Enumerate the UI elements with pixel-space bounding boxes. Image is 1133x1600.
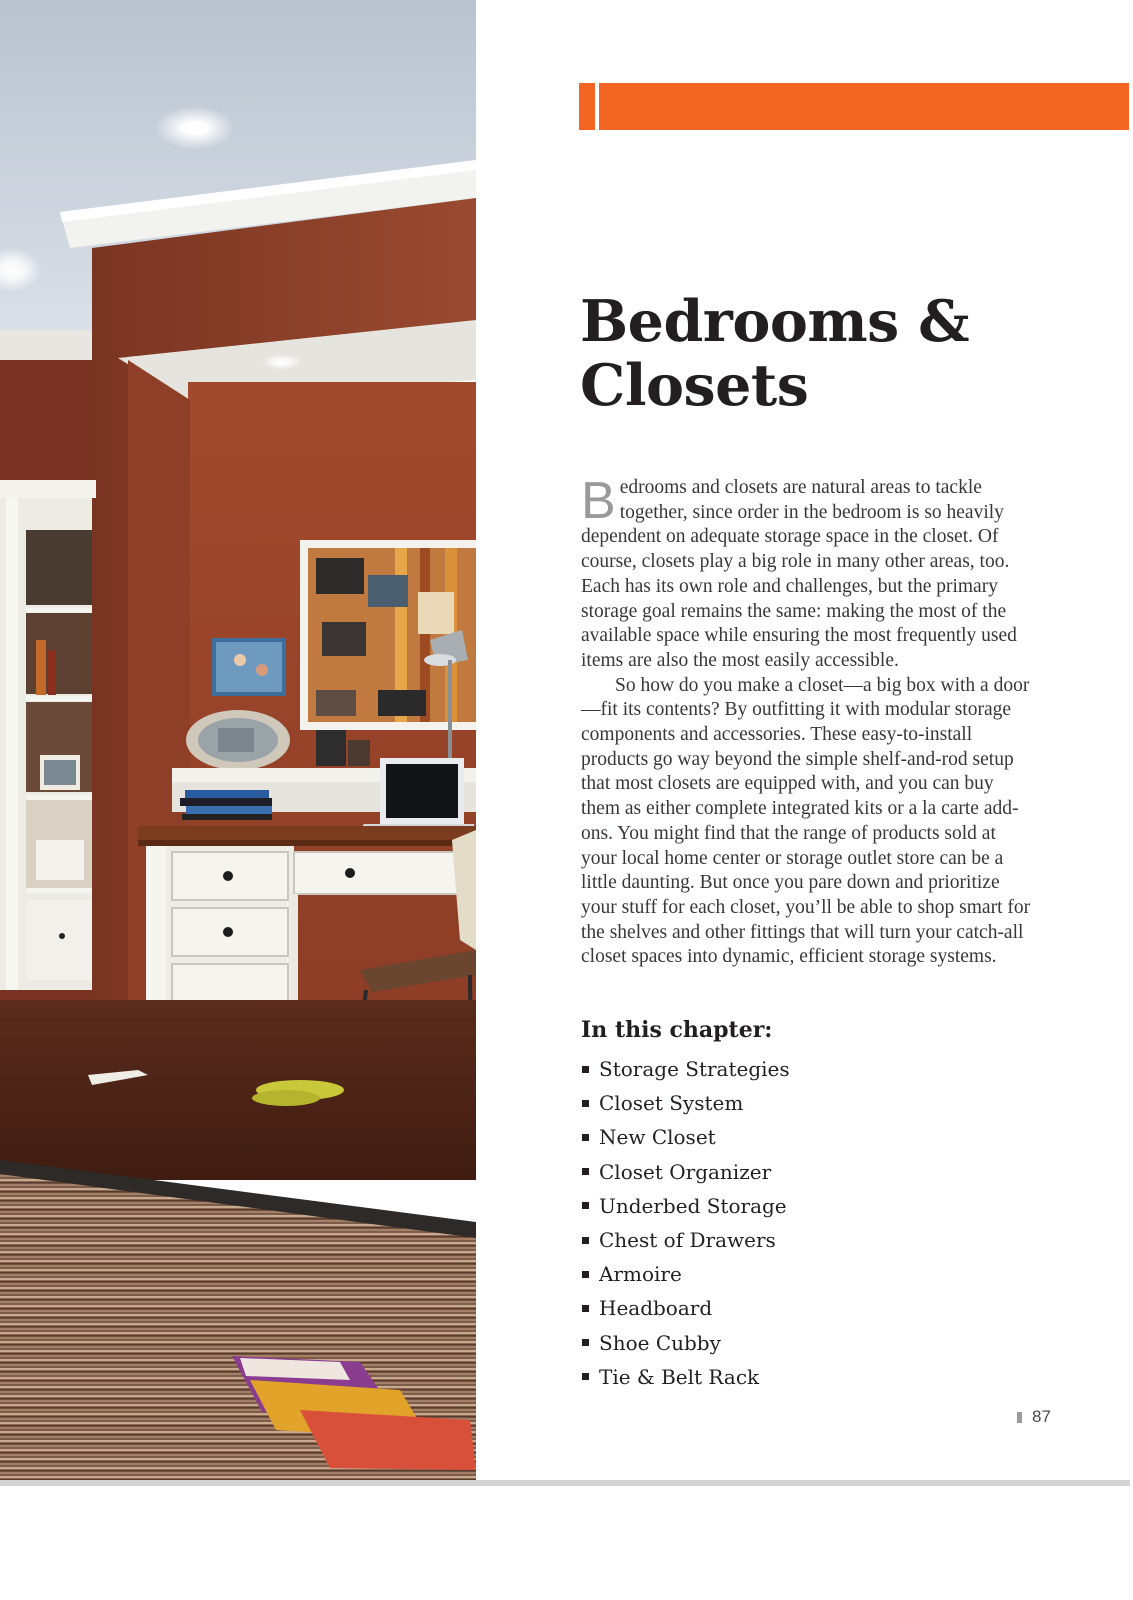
chapter-item-label: Underbed Storage — [599, 1193, 787, 1218]
chapter-list-item — [582, 1291, 790, 1325]
bullet-icon — [582, 1339, 589, 1346]
chapter-list — [582, 1052, 790, 1394]
chapter-list-item — [582, 1189, 790, 1223]
chapter-item-label: Headboard — [599, 1296, 713, 1321]
chapter-item-label: Shoe Cubby — [599, 1330, 721, 1355]
dropcap: B — [581, 472, 616, 530]
intro-paragraph-2: So how do you make a closet—a big box with a door—fit its contents? By outfitting it with modular storage components and accessories. These easy-to-install products go way beyond the simple shelf-and-rod setup that most closets are equipped with, and you can buy them as either complete integrated kits or a la carte add-ons. You might find that the range of products sold at your local home center or storage outlet store can be a little daunting. But once you pare down and prioritize your stuff for each closet, you’ll be able to shop smart for the shelves and other fittings that will turn your catch-all closet spaces into dynamic, efficient storage systems. — [581, 674, 1031, 968]
chapter-item-label: Closet System — [599, 1091, 744, 1116]
chapter-list-item — [582, 1257, 790, 1291]
accent-bar — [579, 83, 1129, 130]
page-title: Bedrooms & Closets — [580, 288, 970, 419]
page-marker — [1017, 1412, 1022, 1423]
accent-bar-stub — [579, 83, 595, 130]
chapter-list-item — [582, 1120, 790, 1154]
chapter-list-item — [582, 1360, 790, 1394]
chapter-list-item — [582, 1052, 790, 1086]
bedroom-desk-photo — [0, 0, 476, 1480]
bullet-icon — [582, 1100, 589, 1107]
bottom-rule — [0, 1480, 1130, 1486]
chapter-item-label: Chest of Drawers — [599, 1228, 776, 1253]
chapter-item-label: Storage Strategies — [599, 1057, 790, 1082]
chapter-item-label: Closet Organizer — [599, 1159, 772, 1184]
bullet-icon — [582, 1305, 589, 1312]
accent-bar-main — [599, 83, 1129, 130]
chapter-heading: In this chapter: — [581, 1017, 773, 1043]
bullet-icon — [582, 1168, 589, 1175]
bullet-icon — [582, 1066, 589, 1073]
chapter-item-label: Tie & Belt Rack — [599, 1364, 760, 1389]
bullet-icon — [582, 1202, 589, 1209]
intro-text — [581, 472, 1031, 970]
intro-paragraph-1 — [581, 472, 1031, 674]
chapter-item-label: New Closet — [599, 1125, 716, 1150]
chapter-list-item — [582, 1155, 790, 1189]
bullet-icon — [582, 1271, 589, 1278]
chapter-list-item — [582, 1086, 790, 1120]
chapter-item-label: Armoire — [599, 1262, 682, 1287]
bullet-icon — [582, 1134, 589, 1141]
chapter-list-item — [582, 1223, 790, 1257]
page-footer — [1017, 1407, 1051, 1427]
intro-paragraph-1-text: edrooms and closets are natural areas to tackle together, since order in the bedroom is so heavily dependent on adequate storage space in the closet. Of course, closets play a big role in many other areas, too. Each has its own role and challenges, but the primary storage goal remains the same: making the most of the available space while ensuring the most frequently used items are also the most easily accessible. — [581, 477, 1017, 671]
chapter-list-item — [582, 1326, 790, 1360]
bullet-icon — [582, 1237, 589, 1244]
page-number: 87 — [1032, 1407, 1051, 1426]
bullet-icon — [582, 1373, 589, 1380]
